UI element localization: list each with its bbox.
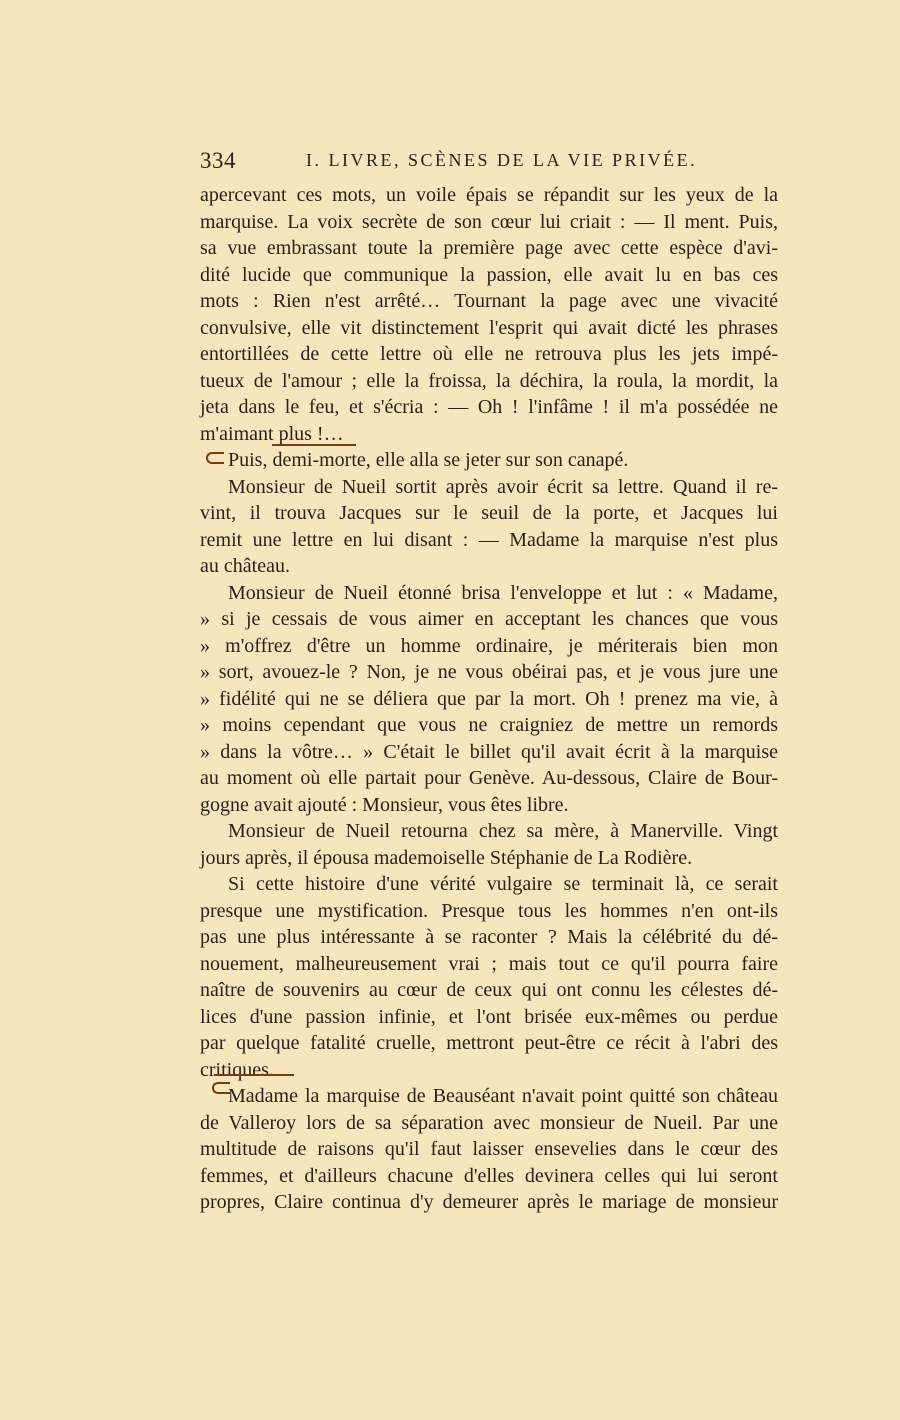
- text-line: convulsive, elle vit distinctement l'esprit qui avait dicté les phrases: [200, 316, 778, 339]
- text-line: Puis, demi-morte, elle alla se jeter sur son canapé.: [228, 449, 629, 471]
- text-line: mots : Rien n'est arrêté… Tournant la page avec une vivacité: [200, 290, 778, 312]
- text-line: marquise. La voix secrète de son cœur lui criait : — Il ment. Puis,: [200, 210, 778, 233]
- text-line: remit une lettre en lui disant : — Madame la marquise n'est plus: [200, 528, 778, 551]
- text-line: Monsieur de Nueil retourna chez sa mère, à Manerville. Vingt: [228, 820, 778, 842]
- text-line: propres, Claire continua d'y demeurer après le mariage de monsieur: [200, 1191, 778, 1213]
- text-line: de Valleroy lors de sa séparation avec monsieur de Nueil. Par une: [200, 1111, 778, 1134]
- text-line: gogne avait ajouté : Monsieur, vous êtes libre.: [200, 793, 569, 816]
- text-line: Madame la marquise de Beauséant n'avait point quitté son château: [228, 1085, 778, 1107]
- body-text: [200, 182, 778, 1216]
- text-line: femmes, et d'ailleurs chacune d'elles devinera celles qui lui seront: [200, 1164, 778, 1187]
- page-header: [200, 148, 778, 178]
- handwritten-paragraph-mark: [206, 452, 224, 464]
- text-line: Monsieur de Nueil étonné brisa l'enveloppe et lut : « Madame,: [228, 581, 778, 604]
- text-line: entortillées de cette lettre où elle ne retrouva plus les jets impé-: [200, 343, 778, 365]
- text-line: Monsieur de Nueil sortit après avoir écrit sa lettre. Quand il re-: [228, 475, 778, 498]
- text-line: pas une plus intéressante à se raconter ? Mais la célébrité du dé-: [200, 926, 778, 948]
- text-line: au moment où elle partait pour Genève. Au-dessous, Claire de Bour-: [200, 767, 778, 789]
- handwritten-underline: [272, 444, 356, 446]
- text-line: critiques.: [200, 1058, 274, 1081]
- text-line: jours après, il épousa mademoiselle Stéphanie de La Rodière.: [200, 846, 693, 869]
- text-line: tueux de l'amour ; elle la froissa, la déchira, la roula, la mordit, la: [200, 369, 778, 392]
- page-number: 334: [200, 148, 236, 173]
- text-line: » sort, avouez-le ? Non, je ne vous obéirai pas, et je vous jure une: [200, 661, 778, 683]
- text-line: lices d'une passion infinie, et l'ont brisée eux-mêmes ou perdue: [200, 1005, 778, 1028]
- text-line: jeta dans le feu, et s'écria : — Oh ! l'infâme ! il m'a possédée ne: [200, 396, 778, 418]
- text-line: nouement, malheureusement vrai ; mais tout ce qu'il pourra faire: [200, 952, 778, 975]
- text-line: dité lucide que communique la passion, elle avait lu en bas ces: [200, 263, 778, 286]
- text-line: apercevant ces mots, un voile épais se répandit sur les yeux de la: [200, 184, 778, 206]
- text-line: » m'offrez d'être un homme ordinaire, je mériterais bien mon: [200, 634, 778, 657]
- text-line: » moins cependant que vous ne craigniez de mettre un remords: [200, 714, 778, 736]
- text-line: naître de souvenirs au cœur de ceux qui ont connu les célestes dé-: [200, 979, 778, 1001]
- text-line: sa vue embrassant toute la première page avec cette espèce d'avi-: [200, 237, 778, 259]
- text-line: m'aimant plus !…: [200, 422, 344, 445]
- text-line: multitude de raisons qu'il faut laisser ensevelies dans le cœur des: [200, 1138, 778, 1160]
- text-line: » fidélité qui ne se déliera que par la mort. Oh ! prenez ma vie, à: [200, 687, 778, 710]
- text-line: par quelque fatalité cruelle, mettront peut-être ce récit à l'abri des: [200, 1032, 778, 1054]
- text-line: au château.: [200, 555, 290, 577]
- running-head: I. LIVRE, SCÈNES DE LA VIE PRIVÉE.: [306, 150, 698, 170]
- handwritten-underline: [214, 1074, 294, 1076]
- handwritten-paragraph-mark: [212, 1082, 230, 1094]
- text-line: Si cette histoire d'une vérité vulgaire se terminait là, ce serait: [228, 873, 778, 895]
- text-line: » si je cessais de vous aimer en acceptant les chances que vous: [200, 608, 778, 630]
- text-line: » dans la vôtre… » C'était le billet qu'il avait écrit à la marquise: [200, 740, 778, 763]
- text-line: vint, il trouva Jacques sur le seuil de la porte, et Jacques lui: [200, 502, 778, 524]
- text-line: presque une mystification. Presque tous les hommes n'en ont-ils: [200, 899, 778, 922]
